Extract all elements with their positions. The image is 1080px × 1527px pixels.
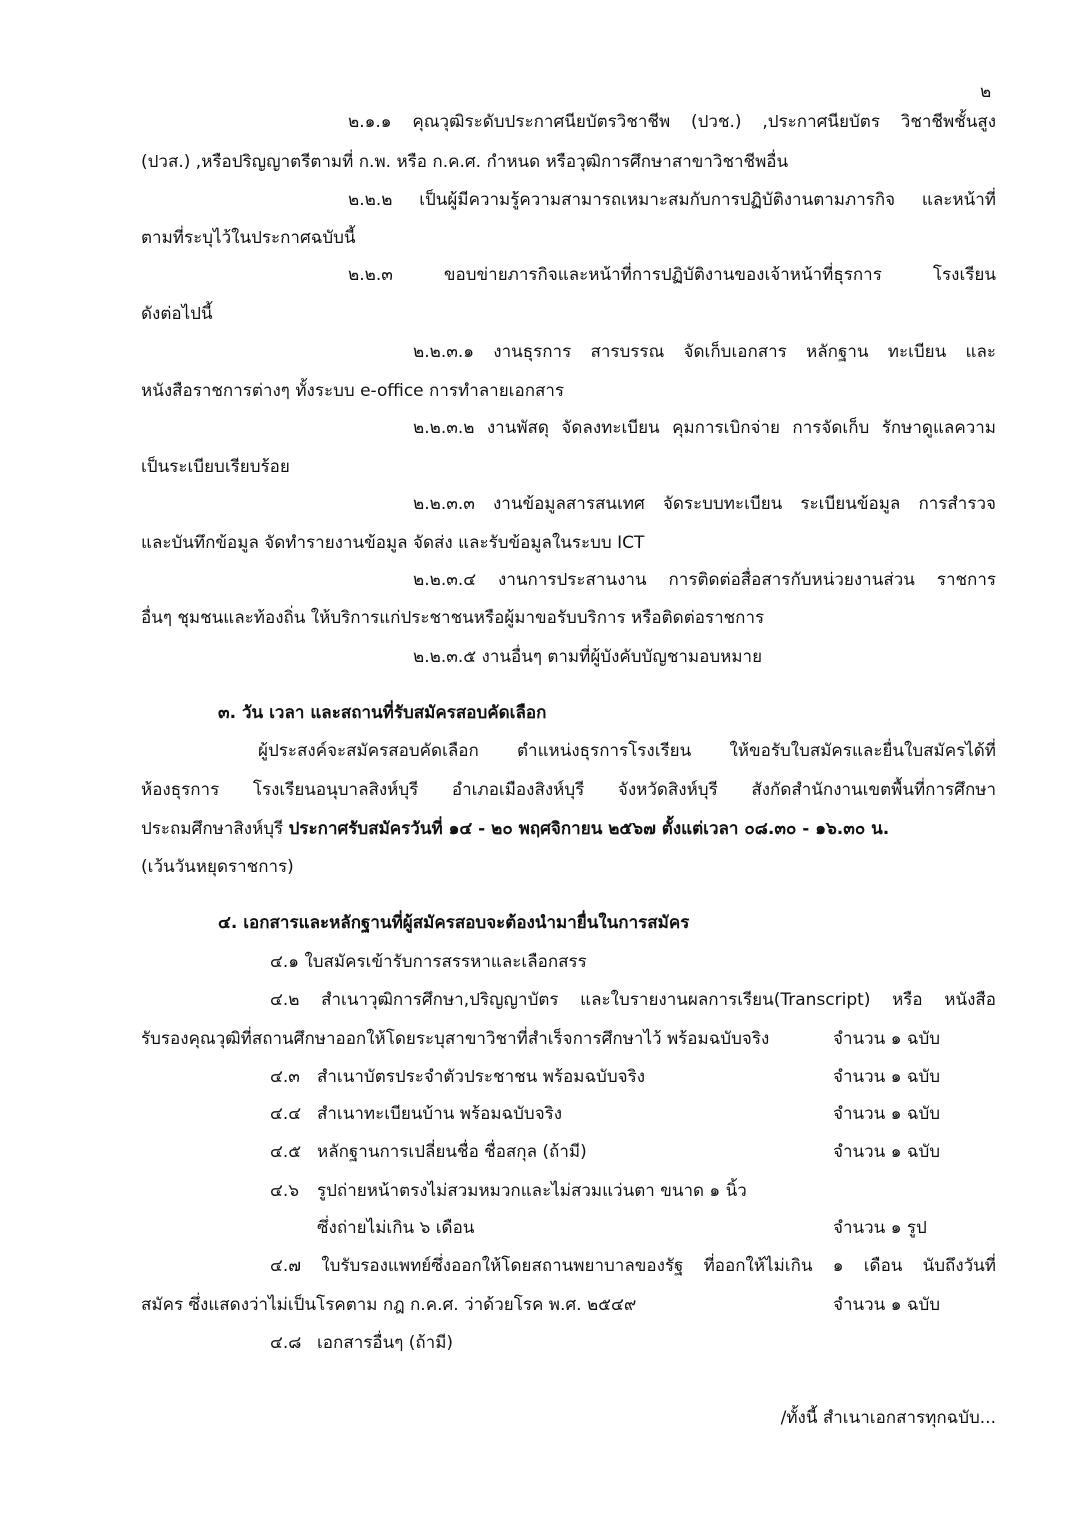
- document-item-8-text: เอกสารอื่นๆ (ถ้ามี): [317, 1333, 454, 1353]
- document-item-5-number: ๔.๕: [270, 1142, 302, 1162]
- document-item-2-amount: จำนวน ๑ ฉบับ: [833, 1029, 941, 1049]
- section-3-line-3-text: ประถมศึกษาสิงห์บุรี: [141, 819, 289, 839]
- document-item-6-text-1: รูปถ่ายหน้าตรงไม่สวมหมวกและไม่สวมแว่นตา ขนาด ๑ นิ้ว: [317, 1181, 747, 1201]
- section-4-heading: ๔. เอกสารและหลักฐานที่ผู้สมัครสอบจะต้องนำมายื่นในการสมัคร: [218, 913, 690, 933]
- duty-3-line-2: และบันทึกข้อมูล จัดทำรายงานข้อมูล จัดส่ง และรับข้อมูลในระบบ ICT: [141, 533, 645, 553]
- duty-5-line-1: ๒.๒.๓.๕ งานอื่นๆ ตามที่ผู้บังคับบัญชามอบหมาย: [413, 647, 763, 667]
- duty-1-line-1: ๒.๒.๓.๑ งานธุรการ สารบรรณ จัดเก็บเอกสาร หลักฐาน ทะเบียน และ: [413, 342, 996, 362]
- competency-line-2: ตามที่ระบุไว้ในประกาศฉบับนี้: [141, 228, 356, 248]
- document-item-4-amount: จำนวน ๑ ฉบับ: [833, 1104, 941, 1124]
- document-item-8-number: ๔.๘: [270, 1333, 302, 1353]
- scope-line-1: ๒.๒.๓ ขอบข่ายภารกิจและหน้าที่การปฏิบัติงานของเจ้าหน้าที่ธุรการ โรงเรียน: [348, 265, 996, 285]
- section-3-line-2: ห้องธุรการ โรงเรียนอนุบาลสิงห์บุรี อำเภอเมืองสิงห์บุรี จังหวัดสิงห์บุรี สังกัดสำนักงานเขตพื้นที่การศึกษา: [141, 780, 996, 800]
- document-item-1: ๔.๑ ใบสมัครเข้ารับการสรรหาและเลือกสรร: [270, 952, 587, 972]
- document-item-6-text-2: ซึ่งถ่ายไม่เกิน ๖ เดือน: [317, 1218, 475, 1238]
- continuation-note: /ทั้งนี้ สำเนาเอกสารทุกฉบับ...: [780, 1408, 996, 1428]
- document-item-5-amount: จำนวน ๑ ฉบับ: [833, 1142, 941, 1162]
- duty-2-line-2: เป็นระเบียบเรียบร้อย: [141, 457, 290, 477]
- duty-4-line-1: ๒.๒.๓.๔ งานการประสานงาน การติดต่อสื่อสารกับหน่วยงานส่วน ราชการ: [413, 570, 996, 590]
- document-item-5-text: หลักฐานการเปลี่ยนชื่อ ชื่อสกุล (ถ้ามี): [317, 1142, 587, 1162]
- section-3-heading: ๓. วัน เวลา และสถานที่รับสมัครสอบคัดเลือก: [218, 703, 547, 723]
- duty-1-line-2: หนังสือราชการต่างๆ ทั้งระบบ e-office การทำลายเอกสาร: [141, 381, 565, 401]
- document-item-2-line-2: รับรองคุณวุฒิที่สถานศึกษาออกให้โดยระบุสาขาวิชาที่สำเร็จการศึกษาไว้ พร้อมฉบับจริง: [141, 1029, 770, 1049]
- document-item-4-text: สำเนาทะเบียนบ้าน พร้อมฉบับจริง: [317, 1104, 563, 1124]
- document-item-4-number: ๔.๔: [270, 1104, 302, 1124]
- page-number: ๒: [980, 82, 992, 102]
- document-item-3-amount: จำนวน ๑ ฉบับ: [833, 1067, 941, 1087]
- qualification-line-1: ๒.๑.๑ คุณวุฒิระดับประกาศนียบัตรวิชาชีพ (ปวช.) ,ประกาศนียบัตร วิชาชีพชั้นสูง: [348, 112, 996, 132]
- document-item-3-text: สำเนาบัตรประจำตัวประชาชน พร้อมฉบับจริง: [317, 1067, 646, 1087]
- duty-3-line-1: ๒.๒.๓.๓ งานข้อมูลสารสนเทศ จัดระบบทะเบียน ระเบียนข้อมูล การสำรวจ: [413, 494, 996, 514]
- document-item-2-line-1: ๔.๒ สำเนาวุฒิการศึกษา,ปริญญาบัตร และใบรายงานผลการเรียน(Transcript) หรือ หนังสือ: [270, 990, 996, 1010]
- document-item-6-amount: จำนวน ๑ รูป: [833, 1218, 927, 1238]
- application-period: ประกาศรับสมัครวันที่ ๑๔ - ๒๐ พฤศจิกายน ๒๕๖๗ ตั้งแต่เวลา ๐๘.๓๐ - ๑๖.๓๐ น.: [288, 819, 890, 839]
- scope-line-2: ดังต่อไปนี้: [141, 304, 213, 324]
- document-item-7-line-1: ๔.๗ ใบรับรองแพทย์ซึ่งออกให้โดยสถานพยาบาลของรัฐ ที่ออกให้ไม่เกิน ๑ เดือน นับถึงวันที่: [270, 1256, 996, 1276]
- duty-2-line-1: ๒.๒.๓.๒ งานพัสดุ จัดลงทะเบียน คุมการเบิกจ่าย การจัดเก็บ รักษาดูแลความ: [413, 418, 996, 438]
- section-3-line-3: [141, 817, 889, 841]
- document-item-7-line-2: สมัคร ซึ่งแสดงว่าไม่เป็นโรคตาม กฎ ก.ค.ศ. ว่าด้วยโรค พ.ศ. ๒๕๔๙: [141, 1295, 637, 1315]
- section-3-line-4: (เว้นวันหยุดราชการ): [141, 857, 294, 877]
- document-item-7-amount: จำนวน ๑ ฉบับ: [833, 1295, 941, 1315]
- duty-4-line-2: อื่นๆ ชุมชนและท้องถิ่น ให้บริการแก่ประชาชนหรือผู้มาขอรับบริการ หรือติดต่อราชการ: [141, 608, 765, 628]
- qualification-line-2: (ปวส.) ,หรือปริญญาตรีตามที่ ก.พ. หรือ ก.ค.ศ. กำหนด หรือวุฒิการศึกษาสาขาวิชาชีพอื่น: [141, 152, 789, 172]
- competency-line-1: ๒.๒.๒ เป็นผู้มีความรู้ความสามารถเหมาะสมกับการปฏิบัติงานตามภารกิจ และหน้าที่: [348, 190, 996, 210]
- document-item-3-number: ๔.๓: [270, 1067, 300, 1087]
- section-3-line-1: ผู้ประสงค์จะสมัครสอบคัดเลือก ตำแหน่งธุรการโรงเรียน ให้ขอรับใบสมัครและยื่นใบสมัครได้ที่: [258, 741, 996, 761]
- document-item-6-number: ๔.๖: [270, 1181, 300, 1201]
